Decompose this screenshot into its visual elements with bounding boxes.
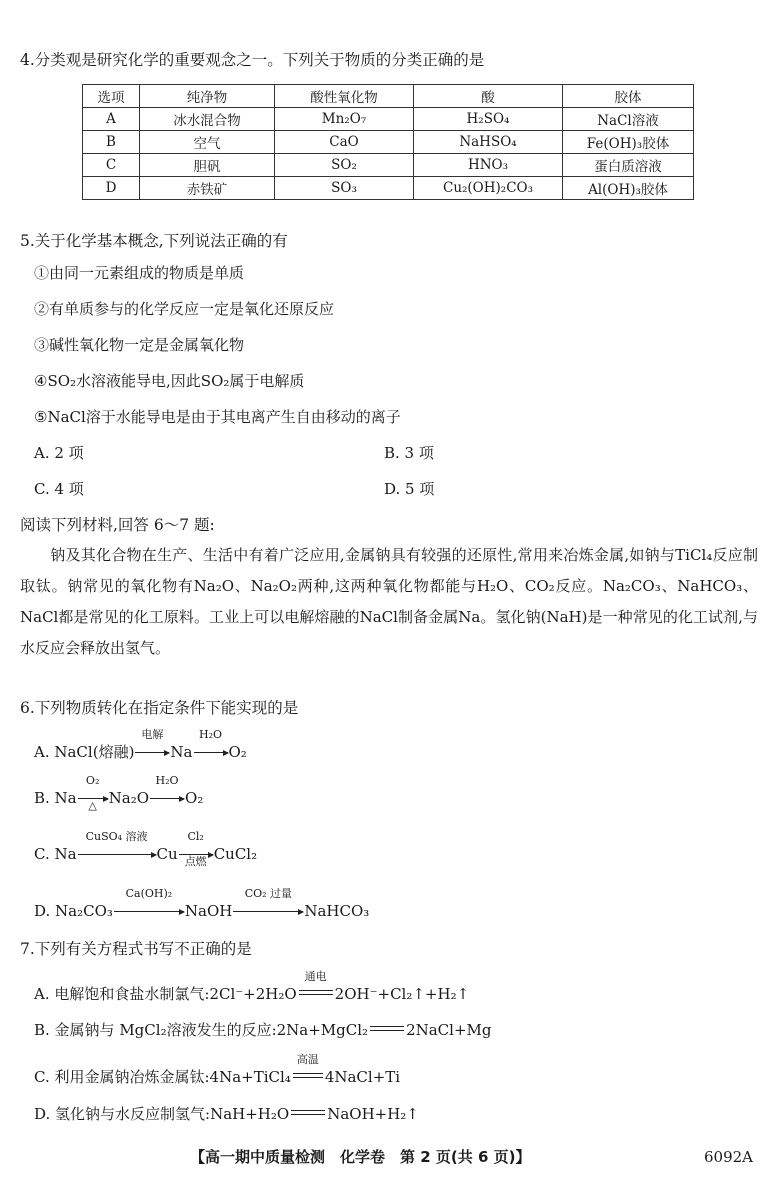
table-cell: NaHSO₄ — [414, 131, 563, 154]
equals-sign-with-condition — [293, 1053, 323, 1086]
equation-left: D. 氢化钠与水反应制氢气:NaH+H₂O — [34, 1105, 290, 1123]
table-cell: Mn₂O₇ — [275, 108, 414, 131]
reading-paragraph — [20, 540, 758, 664]
equation-left: C. 利用金属钠冶炼金属钛:4Na+TiCl₄ — [34, 1068, 291, 1086]
paper-code: 6092A — [704, 1148, 754, 1166]
table-cell: D — [83, 177, 140, 200]
table-header: 选项 — [83, 85, 140, 108]
product: CuCl₂ — [213, 845, 258, 863]
q7-option-d — [34, 1103, 419, 1124]
reaction-arrow — [114, 887, 184, 920]
table-cell: Al(OH)₃胶体 — [563, 177, 694, 200]
table-row — [83, 177, 694, 200]
table-cell: SO₂ — [275, 154, 414, 177]
reaction-arrow — [78, 774, 108, 812]
table-row — [83, 154, 694, 177]
reaction-arrow — [78, 830, 156, 863]
table-cell: H₂SO₄ — [414, 108, 563, 131]
arrow-condition-below: 点燃 — [184, 855, 207, 868]
arrow-condition: 电解 — [141, 728, 164, 741]
classification-table — [82, 84, 694, 200]
q5-option-b: B. 3 项 — [384, 444, 434, 462]
table-cell: 空气 — [140, 131, 275, 154]
equals-sign — [291, 1105, 325, 1123]
table-row — [83, 131, 694, 154]
product: NaHCO₃ — [304, 902, 370, 920]
equals-sign-with-condition — [299, 970, 333, 1003]
q5-statement: ③碱性氧化物一定是金属氧化物 — [34, 336, 245, 354]
arrow-condition: H₂O — [155, 774, 179, 787]
table-cell: CaO — [275, 131, 414, 154]
intermediate: Cu — [156, 845, 178, 863]
table-cell: 胆矾 — [140, 154, 275, 177]
arrow-condition: Cl₂ — [187, 830, 204, 843]
equation-left: B. 金属钠与 MgCl₂溶液发生的反应:2Na+MgCl₂ — [34, 1021, 369, 1039]
q5-option-c: C. 4 项 — [34, 480, 84, 498]
table-cell: Cu₂(OH)₂CO₃ — [414, 177, 563, 200]
table-cell: NaCl溶液 — [563, 108, 694, 131]
q5-statement: ④SO₂水溶液能导电,因此SO₂属于电解质 — [34, 372, 305, 390]
q4-stem: 4.分类观是研究化学的重要观念之一。下列关于物质的分类正确的是 — [20, 51, 485, 69]
table-header: 酸性氧化物 — [275, 85, 414, 108]
equation-condition: 高温 — [296, 1053, 319, 1066]
q5-stem: 5.关于化学基本概念,下列说法正确的有 — [20, 232, 288, 250]
q7-stem: 7.下列有关方程式书写不正确的是 — [20, 940, 252, 958]
q5-statement: ⑤NaCl溶于水能导电是由于其电离产生自由移动的离子 — [34, 408, 401, 426]
table-cell: 蛋白质溶液 — [563, 154, 694, 177]
arrow-condition: Ca(OH)₂ — [125, 887, 173, 900]
arrow-condition: CuSO₄ 溶液 — [85, 830, 148, 843]
arrow-condition: H₂O — [198, 728, 223, 741]
table-cell: SO₃ — [275, 177, 414, 200]
q7-option-b — [34, 1019, 491, 1040]
q6-option-d — [34, 887, 370, 920]
equation-left: A. 电解饱和食盐水制氯气:2Cl⁻+2H₂O — [34, 985, 297, 1003]
equation-right: 2OH⁻+Cl₂↑+H₂↑ — [334, 985, 470, 1003]
arrow-condition: CO₂ 过量 — [244, 887, 293, 900]
table-cell: B — [83, 131, 140, 154]
q5-option-d: D. 5 项 — [384, 480, 435, 498]
table-header: 纯净物 — [140, 85, 275, 108]
q5-option-a: A. 2 项 — [34, 444, 84, 462]
option-label: A. NaCl(熔融) — [34, 743, 135, 761]
equation-right: 4NaCl+Ti — [324, 1068, 401, 1086]
table-row — [83, 108, 694, 131]
intermediate: Na₂O — [108, 789, 150, 807]
table-cell: Fe(OH)₃胶体 — [563, 131, 694, 154]
table-header: 胶体 — [563, 85, 694, 108]
intermediate: NaOH — [184, 902, 233, 920]
reaction-arrow — [150, 774, 184, 807]
table-cell: A — [83, 108, 140, 131]
product: O₂ — [185, 789, 204, 807]
table-cell: HNO₃ — [414, 154, 563, 177]
arrow-condition: O₂ — [85, 774, 100, 787]
reaction-arrow — [179, 830, 213, 868]
q6-option-b — [34, 774, 204, 812]
reaction-arrow — [194, 728, 228, 761]
equation-right: 2NaCl+Mg — [406, 1021, 492, 1039]
table-header-row — [83, 85, 694, 108]
page-footer: 【高一期中质量检测 化学卷 第 2 页(共 6 页)】 — [190, 1148, 531, 1166]
equation-condition: 通电 — [304, 970, 327, 983]
reaction-arrow — [233, 887, 303, 920]
q5-statement: ①由同一元素组成的物质是单质 — [34, 264, 245, 282]
option-label: C. Na — [34, 845, 77, 863]
option-label: B. Na — [34, 789, 77, 807]
q6-stem: 6.下列物质转化在指定条件下能实现的是 — [20, 699, 299, 717]
intermediate: Na — [170, 743, 193, 761]
product: O₂ — [228, 743, 247, 761]
equation-right: NaOH+H₂↑ — [327, 1105, 419, 1123]
reaction-arrow — [135, 728, 169, 761]
table-cell: 赤铁矿 — [140, 177, 275, 200]
arrow-condition-below: △ — [88, 799, 97, 812]
q6-option-a — [34, 728, 247, 762]
table-cell: 冰水混合物 — [140, 108, 275, 131]
q7-option-a — [34, 970, 470, 1004]
option-label: D. Na₂CO₃ — [34, 902, 113, 920]
reading-intro: 阅读下列材料,回答 6～7 题: — [20, 516, 215, 534]
table-header: 酸 — [414, 85, 563, 108]
q5-statement: ②有单质参与的化学反应一定是氧化还原反应 — [34, 300, 335, 318]
q6-option-c — [34, 830, 258, 868]
table-cell: C — [83, 154, 140, 177]
q7-option-c — [34, 1053, 401, 1087]
reading-text: 钠及其化合物在生产、生活中有着广泛应用,金属钠具有较强的还原性,常用来冶炼金属,如钠与TiCl₄反应制取钛。钠常见的氧化物有Na₂O、Na₂O₂两种,这两种氧化物都能与H₂O、CO₂反应。Na₂CO₃、NaHCO₃、NaCl都是常见的化工原料。工业上可以电解熔融的NaCl制备金属Na。氢化钠(NaH)是一种常见的化工试剂,与水反应会释放出氢气。 — [20, 546, 758, 657]
equals-sign — [370, 1021, 404, 1039]
